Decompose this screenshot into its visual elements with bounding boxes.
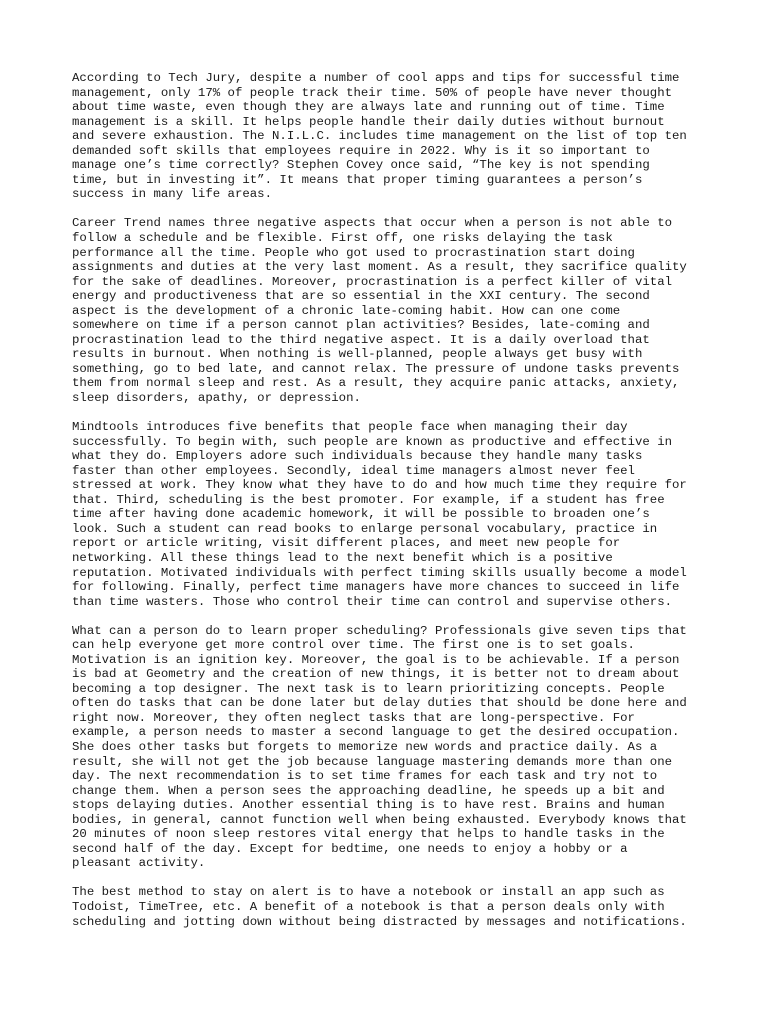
text-line: performance all the time. People who got used to procrastination start doing [72, 245, 635, 260]
text-line: faster than other employees. Secondly, ideal time managers almost never feel [72, 463, 635, 478]
text-line: What can a person do to learn proper scheduling? Professionals give seven tips that [72, 623, 687, 638]
text-line: aspect is the development of a chronic late-coming habit. How can one come [72, 303, 621, 318]
text-line: report or article writing, visit different places, and meet new people for [72, 536, 621, 551]
text-line: Mindtools introduces five benefits that people face when managing their day [72, 420, 628, 435]
text-line: Todoist, TimeTree, etc. A benefit of a notebook is that a person deals only with [72, 899, 665, 914]
paragraph-mindtools [72, 420, 712, 609]
text-line: can help everyone get more control over time. The first one is to set goals. [72, 638, 635, 653]
text-line: management is a skill. It helps people handle their daily duties without burnout [72, 114, 665, 129]
text-line: than time wasters. Those who control their time can control and supervise others. [72, 594, 673, 609]
text-line: pleasant activity. [72, 856, 206, 871]
text-line: often do tasks that can be done later but delay duties that should be done here and [72, 696, 687, 711]
text-line: 20 minutes of noon sleep restores vital energy that helps to handle tasks in the [72, 827, 665, 842]
text-line: demanded soft skills that employees require in 2022. Why is it so important to [72, 143, 650, 158]
text-line: According to Tech Jury, despite a number of cool apps and tips for successful time [72, 71, 680, 85]
text-line: for following. Finally, perfect time managers have more chances to succeed in life [72, 580, 680, 595]
text-line: bodies, in general, cannot function well when being exhausted. Everybody knows that [72, 812, 687, 827]
text-line: for the sake of deadlines. Moreover, procrastination is a perfect killer of vital [72, 274, 673, 289]
paragraph-scheduling-tips [72, 624, 712, 871]
text-line: assignments and duties at the very last moment. As a result, they sacrifice quality [72, 260, 687, 275]
text-line: sleep disorders, apathy, or depression. [72, 390, 361, 405]
text-line: procrastination lead to the third negative aspect. It is a daily overload that [72, 332, 650, 347]
text-line: Motivation is an ignition key. Moreover, the goal is to be achievable. If a person [72, 652, 680, 667]
text-line: energy and productiveness that are so essential in the XXI century. The second [72, 289, 650, 304]
text-line: them from normal sleep and rest. As a result, they acquire panic attacks, anxiety, [72, 376, 680, 391]
text-line: manage one’s time correctly? Stephen Covey once said, “The key is not spending [72, 158, 650, 173]
text-line: and severe exhaustion. The N.I.L.C. includes time management on the list of top ten [72, 129, 687, 144]
paragraph-notebook-method [72, 885, 712, 929]
text-line: is bad at Geometry and the creation of new things, it is better not to dream about [72, 667, 680, 682]
text-line: stops delaying duties. Another essential thing is to have rest. Brains and human [72, 798, 665, 813]
text-line: example, a person needs to master a second language to get the desired occupation. [72, 725, 680, 740]
paragraph-career-trend [72, 216, 712, 405]
text-line: that. Third, scheduling is the best promoter. For example, if a student has free [72, 492, 665, 507]
text-line: something, go to bed late, and cannot relax. The pressure of undone tasks prevents [72, 361, 680, 376]
text-line: what they do. Employers adore such individuals because they handle many tasks [72, 449, 643, 464]
text-line: second half of the day. Except for bedtime, one needs to enjoy a hobby or a [72, 841, 628, 856]
document-page [72, 71, 712, 944]
text-line: reputation. Motivated individuals with perfect timing skills usually become a model [72, 565, 687, 580]
text-line: scheduling and jotting down without being distracted by messages and notifications. [72, 914, 687, 929]
text-line: results in burnout. When nothing is well-planned, people always get busy with [72, 347, 643, 362]
text-line: day. The next recommendation is to set time frames for each task and try not to [72, 769, 658, 784]
text-line: success in many life areas. [72, 187, 273, 202]
text-line: management, only 17% of people track their time. 50% of people have never thought [72, 85, 673, 100]
text-line: change them. When a person sees the approaching deadline, he speeds up a bit and [72, 783, 665, 798]
text-line: result, she will not get the job because language mastering demands more than one [72, 754, 673, 769]
text-line: about time waste, even though they are always late and running out of time. Time [72, 100, 665, 115]
text-line: right now. Moreover, they often neglect tasks that are long-perspective. For [72, 710, 635, 725]
text-line: follow a schedule and be flexible. First off, one risks delaying the task [72, 230, 613, 245]
text-line: look. Such a student can read books to enlarge personal vocabulary, practice in [72, 521, 658, 536]
text-line: stressed at work. They know what they have to do and how much time they require for [72, 478, 687, 493]
text-line: becoming a top designer. The next task is to learn prioritizing concepts. People [72, 681, 665, 696]
text-line: Career Trend names three negative aspects that occur when a person is not able to [72, 216, 673, 231]
text-line: networking. All these things lead to the next benefit which is a positive [72, 550, 613, 565]
text-line: time after having done academic homework, it will be possible to broaden one’s [72, 507, 650, 522]
text-line: The best method to stay on alert is to have a notebook or install an app such as [72, 885, 665, 900]
text-line: She does other tasks but forgets to memorize new words and practice daily. As a [72, 740, 658, 755]
paragraph-tech-jury [72, 71, 712, 202]
text-line: somewhere on time if a person cannot plan activities? Besides, late-coming and [72, 318, 650, 333]
text-line: successfully. To begin with, such people are known as productive and effective in [72, 434, 673, 449]
text-line: time, but in investing it”. It means that proper timing guarantees a person’s [72, 172, 643, 187]
